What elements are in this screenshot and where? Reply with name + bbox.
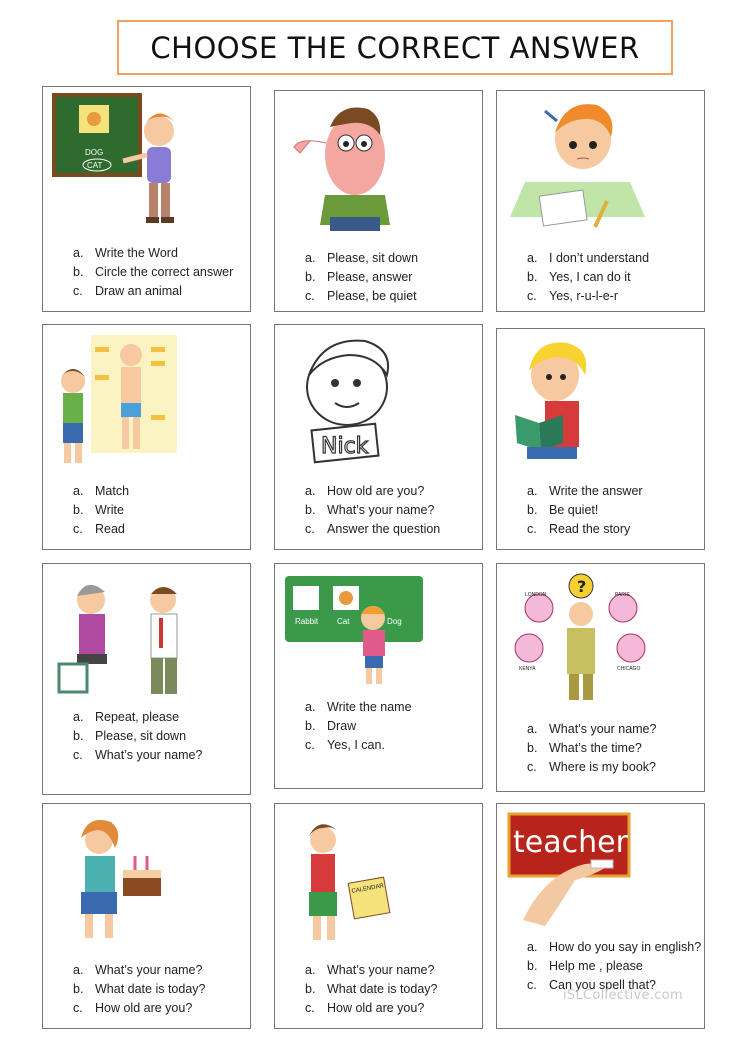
girl-animal-board-illustration (281, 570, 431, 690)
cat-word: CAT (87, 161, 103, 170)
question-card-8 (274, 563, 483, 789)
confused-boy-illustration (505, 97, 655, 237)
woman-birthday-cake-illustration (51, 810, 201, 950)
question-card-7 (42, 563, 251, 795)
question-card-3 (496, 90, 705, 312)
boy-reading-book-illustration (505, 335, 655, 475)
question-card-6 (496, 328, 705, 550)
option-a[interactable]: a. How old are you? (305, 484, 425, 498)
question-card-1 (42, 86, 251, 312)
two-people-talking-illustration (51, 570, 201, 710)
option-c[interactable]: c. Where is my book? (527, 760, 656, 774)
option-c[interactable]: c. Draw an animal (73, 284, 182, 298)
option-b[interactable]: b. What date is today? (73, 982, 206, 996)
london-label: LONDON (525, 592, 547, 598)
calendar-word: CALENDAR (351, 883, 385, 895)
paris-label: PARIS (615, 592, 630, 598)
dog-word: Dog (387, 617, 402, 626)
question-card-9 (496, 563, 705, 792)
answer-options (73, 961, 205, 1018)
option-c[interactable]: c. What’s your name? (73, 748, 203, 762)
woman-calendar-illustration (281, 810, 431, 950)
option-b[interactable]: b. Be quiet! (527, 503, 599, 517)
question-card-5 (274, 324, 483, 550)
question-card-10 (42, 803, 251, 1029)
option-c[interactable]: c. Yes, I can. (305, 738, 385, 752)
option-c[interactable]: c. Yes, r-u-l-e-r (527, 289, 618, 303)
question-mark: ? (577, 577, 587, 596)
option-b[interactable]: b. Draw (305, 719, 357, 733)
option-b[interactable]: b. Yes, I can do it (527, 270, 631, 284)
man-world-clocks-illustration (511, 570, 661, 710)
option-a[interactable]: a. Repeat, please (73, 710, 180, 724)
teacher-blackboard-illustration (51, 93, 201, 233)
option-a[interactable]: a. Please, sit down (305, 251, 419, 265)
option-c[interactable]: c. Read the story (527, 522, 631, 536)
option-b[interactable]: b. What’s your name? (305, 503, 435, 517)
option-a[interactable]: a. I don’t understand (527, 251, 650, 265)
option-a[interactable]: a. Write the answer (527, 484, 643, 498)
option-c[interactable]: c. How old are you? (73, 1001, 193, 1015)
option-b[interactable]: b. Circle the correct answer (73, 265, 234, 279)
answer-options (305, 482, 440, 539)
answer-options (527, 249, 649, 306)
teacher-word: teacher (513, 825, 628, 860)
answer-options (305, 249, 418, 306)
watermark: iSLCollective.com (563, 988, 683, 1003)
option-a[interactable]: a. What’s your name? (305, 963, 435, 977)
dog-word: DOG (85, 148, 104, 157)
answer-options (73, 708, 202, 765)
rabbit-word: Rabbit (295, 617, 319, 626)
question-card-2 (274, 90, 483, 312)
kenya-label: KENYA (519, 666, 536, 672)
option-c[interactable]: c. Can you spell that? (527, 978, 657, 992)
cat-word: Cat (337, 617, 350, 626)
teacher-chalk-word-illustration (505, 810, 635, 930)
nick-tag-text: Nick (321, 434, 369, 459)
option-a[interactable]: a. Match (73, 484, 130, 498)
option-b[interactable]: b. Please, answer (305, 270, 413, 284)
option-c[interactable]: c. Answer the question (305, 522, 441, 536)
page-title: CHOOSE THE CORRECT ANSWER (150, 30, 640, 65)
option-c[interactable]: c. Read (73, 522, 125, 536)
option-a[interactable]: a. What’s your name? (527, 722, 657, 736)
option-b[interactable]: b. What’s the time? (527, 741, 642, 755)
answer-options (305, 698, 412, 755)
answer-options (73, 244, 233, 301)
option-a[interactable]: a. How do you say in english? (527, 940, 702, 954)
option-a[interactable]: a. Write the Word (73, 246, 178, 260)
boy-name-tag-illustration (283, 331, 433, 471)
option-b[interactable]: b. Please, sit down (73, 729, 187, 743)
answer-options (527, 482, 643, 539)
option-c[interactable]: c. Please, be quiet (305, 289, 417, 303)
question-card-4 (42, 324, 251, 550)
answer-options (527, 938, 701, 995)
option-b[interactable]: b. Help me , please (527, 959, 643, 973)
option-b[interactable]: b. Write (73, 503, 124, 517)
option-c[interactable]: c. How old are you? (305, 1001, 425, 1015)
option-a[interactable]: a. What’s your name? (73, 963, 203, 977)
answer-options (305, 961, 437, 1018)
body-parts-matching-illustration (51, 331, 201, 471)
option-b[interactable]: b. What date is today? (305, 982, 438, 996)
chicago-label: CHICAGO (617, 666, 641, 672)
man-shushing-illustration (280, 97, 430, 237)
answer-options (73, 482, 129, 539)
option-a[interactable]: a. Write the name (305, 700, 412, 714)
answer-options (527, 720, 656, 777)
question-card-11 (274, 803, 483, 1029)
title-box (117, 20, 673, 75)
